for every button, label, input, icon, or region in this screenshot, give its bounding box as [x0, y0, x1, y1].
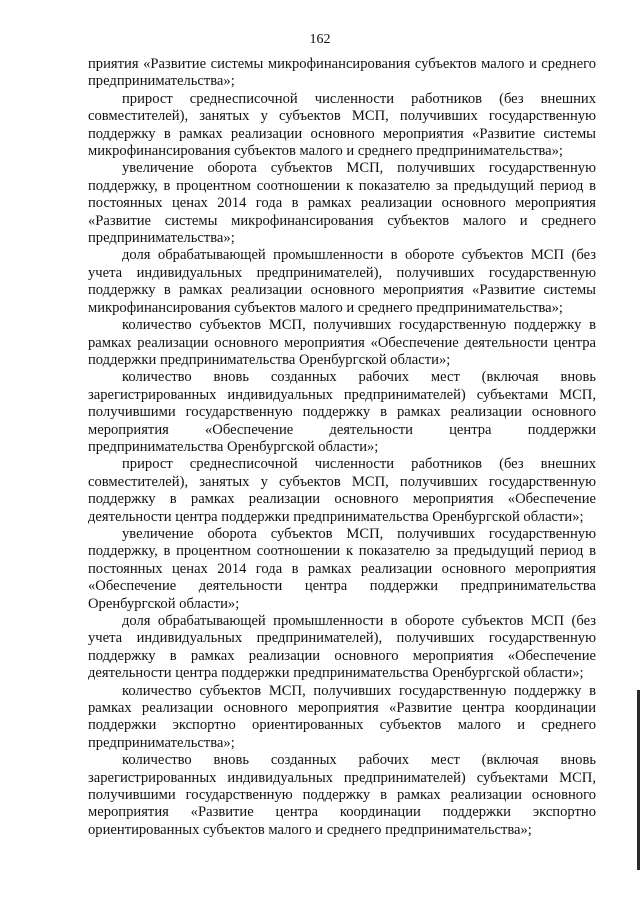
- paragraph: прирост среднесписочной численности работников (без внешних совместителей), занятых у субъектов МСП, получивших государственную поддержку в рамках реализации основного мероприятия «Развитие системы микрофинансирования субъектов малого и среднего предпринимательства»;: [88, 90, 596, 160]
- paragraph: увеличение оборота субъектов МСП, получивших государственную поддержку, в процентном соотношении к показателю за предыдущий период в постоянных ценах 2014 года в рамках реализации основного мероприятия «Обеспечение деятельности центра поддержки предпринимательства Оренбургской области»;: [88, 525, 596, 612]
- paragraph: количество субъектов МСП, получивших государственную поддержку в рамках реализации основного мероприятия «Обеспечение деятельности центра поддержки предпринимательства Оренбургской области»;: [88, 317, 596, 368]
- page-number: 162: [309, 32, 331, 47]
- paragraph: доля обрабатывающей промышленности в обороте субъектов МСП (без учета индивидуальных предпринимателей), получивших государственную поддержку в рамках реализации основного мероприятия «Развитие системы микрофинансирования субъектов малого и среднего предпринимательства»;: [88, 247, 596, 316]
- paragraph: доля обрабатывающей промышленности в обороте субъектов МСП (без учета индивидуальных предпринимателей), получивших государственную поддержку в рамках реализации основного мероприятия «Обеспечение деятельности центра поддержки предпринимательства Оренбургской области»;: [88, 613, 596, 682]
- paragraph: количество вновь созданных рабочих мест (включая вновь зарегистрированных индивидуальных предпринимателей) субъектами МСП, получившими государственную поддержку в рамках реализации основного мероприятия «Обеспечение деятельности центра поддержки предпринимательства Оренбургской области»;: [88, 369, 596, 455]
- paragraph: количество вновь созданных рабочих мест (включая вновь зарегистрированных индивидуальных предпринимателей) субъектами МСП, получившими государственную поддержку в рамках реализации основного мероприятия «Развитие центра координации поддержки экспортно ориентированных субъектов малого и среднего предпринимательства»;: [88, 752, 596, 838]
- paragraph: прирост среднесписочной численности работников (без внешних совместителей), занятых у субъектов МСП, получивших государственную поддержку в рамках реализации основного мероприятия «Обеспечение деятельности центра поддержки предпринимательства Оренбургской области»;: [88, 456, 596, 525]
- paragraph: количество субъектов МСП, получивших государственную поддержку в рамках реализации основного мероприятия «Развитие центра координации поддержки экспортно ориентированных субъектов малого и среднего предпринимательства»;: [88, 682, 596, 751]
- paragraph: увеличение оборота субъектов МСП, получивших государственную поддержку, в процентном соотношении к показателю за предыдущий период в постоянных ценах 2014 года в рамках реализации основного мероприятия «Развитие системы микрофинансирования субъектов малого и среднего предпринимательства»;: [88, 160, 596, 247]
- paragraph: приятия «Развитие системы микрофинансирования субъектов малого и среднего предпринимательства»;: [88, 56, 596, 90]
- document-body: [88, 56, 596, 839]
